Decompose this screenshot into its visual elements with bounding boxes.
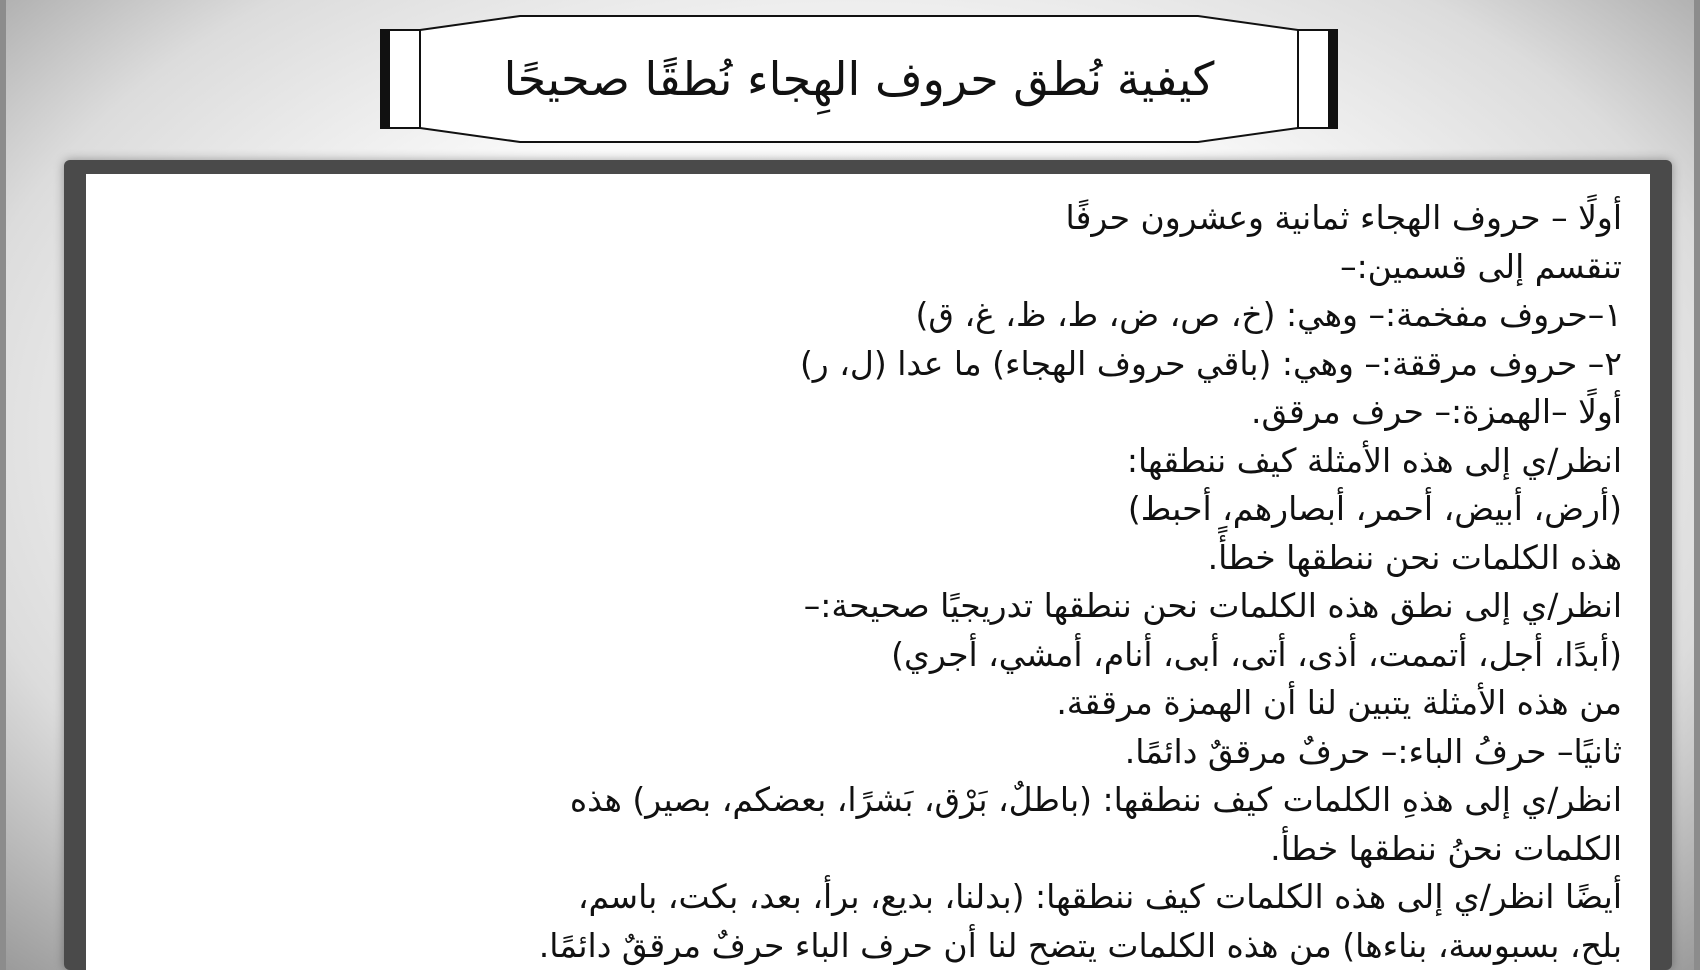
content-line-9: انظر/ي إلى نطق هذه الكلمات نحن ننطقها تدريجيًا صحيحة:– [803,586,1622,625]
content-line-4: ٢– حروف مرققة:– وهي: (باقي حروف الهجاء) ما عدا (ل، ر) [799,343,1622,383]
title-banner [380,14,1338,144]
content-line-5: أولًا –الهمزة:– حرف مرقق. [1250,392,1622,431]
content-line-10: (أبدًا، أجل، أتممت، أذى، أتى، أبى، أنام، أمشي، أجري) [891,634,1622,674]
content-line-6: انظر/ي إلى هذه الأمثلة كيف ننطقها: [1126,440,1622,480]
content-line-14: الكلمات نحنُ ننطقها خطأ. [1270,828,1622,868]
content-line-11: من هذه الأمثلة يتبين لنا أن الهمزة مرققة. [1056,683,1622,722]
content-line-15: أيضًا انظر/ي إلى هذه الكلمات كيف ننطقها: (بدلنا، بديع، برأ، بعد، بكت، باسم، [577,877,1622,916]
content-line-12: ثانيًا– حرفُ الباء:– حرفٌ مرققٌ دائمًا. [1124,731,1622,771]
content-frame [64,160,1672,970]
content-line-16: بلح، بسبوسة، بناءها) من هذه الكلمات يتضح لنا أن حرف الباء حرفٌ مرققٌ دائمًا. [538,925,1622,965]
content-line-1: أولًا – حروف الهجاء ثمانية وعشرون حرفًا [1065,198,1622,237]
content-text [114,194,1622,970]
content-line-7: (أرض، أبيض، أحمر، أبصارهم، أحبط) [1127,489,1622,528]
content-line-3: ١–حروف مفخمة:– وهي: (خ، ص، ض، ط، ظ، غ، ق) [915,295,1622,334]
content-line-8: هذه الكلمات نحن ننطقها خطأً. [1207,537,1622,577]
page-title: كيفية نُطق حروف الهِجاء نُطقًا صحيحًا [503,52,1215,106]
content-line-2: تنقسم إلى قسمين:– [1340,246,1622,286]
content-line-13: انظر/ي إلى هذهِ الكلمات كيف ننطقها: (باطلٌ، بَرْق، بَشرًا، بعضكم، بصير) هذه [569,780,1622,819]
content-panel [86,174,1650,970]
